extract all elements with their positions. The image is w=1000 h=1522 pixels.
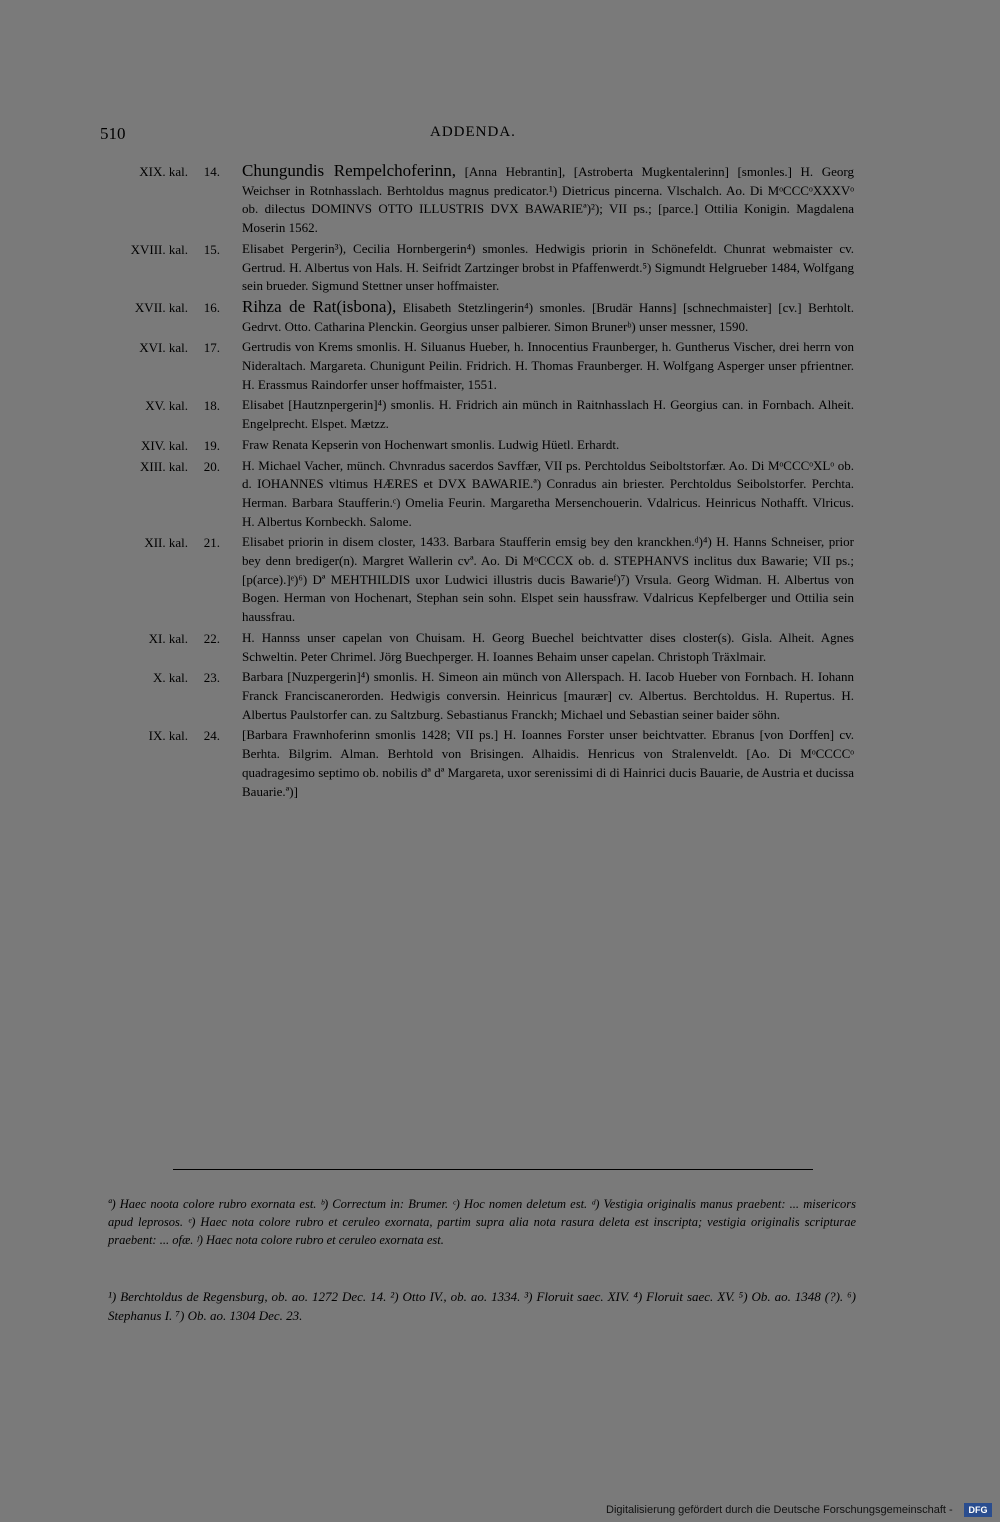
dfg-logo: DFG	[964, 1503, 992, 1517]
entry	[96, 436, 860, 455]
entry-text	[242, 629, 854, 666]
entry-lead: Chungundis Rempelchoferinn,	[242, 161, 457, 180]
kalends-label: XIV. kal.	[140, 437, 188, 453]
entry-text	[242, 436, 854, 455]
kalends-label: XV. kal.	[145, 398, 188, 414]
entry-body: H. Michael Vacher, münch. Chvnradus sacerdos Savffær, VII ps. Perchtoldus Seiboltstorfær. Ao. Di MᵒCCCᵒXLᵒ ob. d. IOHANNES vltimus HÆRES et DVX BAWARIE.ª) Conradus ain briester. Perchtoldus Seibolstorfer. Perchta. Herman. Barbara Staufferin.ᶜ) Omelia Feurin. Margaretha Mersenchouerin. Vdalricus. Heinricus Nothafft. Vlricus. H. Albertus Kornbeckh. Salome.	[242, 457, 854, 529]
day-number: 14.	[203, 164, 220, 179]
kalends-label: XIII. kal.	[139, 458, 188, 474]
page-number: 510	[100, 124, 126, 143]
day-number: 23.	[203, 670, 220, 686]
kalends-label: XVIII. kal.	[130, 241, 188, 257]
entry-text	[242, 240, 854, 296]
running-head: ADDENDA.	[430, 124, 516, 140]
entry-body: Gertrudis von Krems smonlis. H. Siluanus Hueber, h. Innocentius Fraunberger, h. Guntherus Vischer, drei herrn von Nideraltach. Margareta. Chunigunt Peilin. Fridrich. H. Thomas Fraunberger. H. Wolfgang Asperger unser pfrientner. H. Erassmus Raindorfer unser hoffmaister, 1551.	[242, 339, 854, 392]
entry-text	[242, 162, 854, 238]
entry	[96, 726, 860, 801]
footnote-divider	[173, 1169, 813, 1170]
entry-text	[242, 668, 854, 724]
entry-body: H. Hannss unser capelan von Chuisam. H. Georg Buechel beichtvatter dises closter(s). Gisla. Alheit. Agnes Schweltin. Peter Chrimel. Jörg Buechperger. H. Ioannes Behaim unser capelan. Christoph Träxlmair.	[242, 629, 854, 664]
entry-body: Fraw Renata Kepserin von Hochenwart smonlis. Ludwig Hüetl. Erhardt.	[242, 436, 620, 452]
entry-text	[242, 533, 854, 627]
day-number: 22.	[203, 630, 220, 646]
entry-text	[242, 457, 854, 532]
entry	[96, 338, 860, 394]
kalends-label: XII. kal.	[144, 535, 188, 551]
day-number: 21.	[203, 535, 220, 551]
entry-lead: Rihza de Rat(isbona),	[242, 296, 397, 316]
entry	[96, 298, 860, 336]
entry-text	[242, 338, 854, 394]
kalends-label: XVII. kal.	[134, 299, 188, 315]
day-number: 20.	[203, 458, 220, 474]
day-number: 24.	[203, 728, 220, 744]
day-number: 19.	[203, 437, 220, 453]
kalends-label: IX. kal.	[148, 728, 188, 744]
entry-body: [Barbara Frawnhoferinn smonlis 1428; VII ps.] H. Ioannes Forster unser beichtvatter. Ebranus [von Dorffen] cv. Berhta. Bilgrim. Alman. Berhtold von Brisingen. Alhaidis. Henricus von Stralenveldt. [Ao. Di MᵒCCCCᵒ quadragesimo septimo ob. nobilis dª dª Margareta, uxor serenissimi di di Hainrici ducis Bauarie, de Austria et ducissa Bauarie.ª)]	[242, 727, 854, 799]
entry-body: Elisabet [Hautznpergerin]⁴) smonlis. H. Fridrich ain münch in Raitnhasslach H. Georgius can. in Fornbach. Alheit. Engelprecht. Elspet. Mætzz.	[242, 397, 854, 432]
footnotes-numeric: ¹) Berchtoldus de Regensburg, ob. ao. 1272 Dec. 14. ²) Otto IV., ob. ao. 1334. ³) Floruit saec. XIV. ⁴) Floruit saec. XV. ⁵) Ob. ao. 1348 (?). ⁶) Stephanus I. ⁷) Ob. ao. 1304 Dec. 23.	[108, 1289, 856, 1323]
funding-credit: Digitalisierung gefördert durch die Deutsche Forschungsgemeinschaft -	[606, 1504, 953, 1516]
entry-text	[242, 726, 854, 801]
entry	[96, 533, 860, 627]
footnotes-alpha: ª) Haec noota colore rubro exornata est. ᵇ) Correctum in: Brumer. ᶜ) Hoc nomen deletum est. ᵈ) Vestigia originalis manus praebent: ... misericors apud leprosos. ᵉ) Haec nota colore rubro et ceruleo exornata, partim supra alia nota rasura deleta est inscripta; vestigia originalis scripturae praebent: ... ofæ. ᶠ) Haec nota colore rubro et ceruleo exornata est.	[108, 1197, 856, 1247]
entry	[96, 396, 860, 433]
entry-body: Elisabet priorin in disem closter, 1433. Barbara Staufferin emsig bey den kranckhen.ᵈ)⁴) H. Hanns Schneiser, prior bey denn brediger(n). Margret Wallerin cvª. Ao. Di MᵒCCCX ob. d. STEPHANVS inclitus dux Bawarie; VII ps.; [p(arce).]ᵉ)⁶) Dª MEHTHILDIS uxor Ludwici illustris ducis Bawarieᶠ)⁷) Vrsula. Georg Widman. H. Albertus von Bogen. Herman von Hochenart, Stephan sein sohn. Elspet sein haussfraw. Vdalricus Kepfelberger und Ottilia sein haussfrau.	[242, 534, 854, 625]
entry-body: Barbara [Nuzpergerin]⁴) smonlis. H. Simeon ain münch von Allerspach. H. Iacob Hueber von Fornbach. H. Iohann Franck Franciscanerorden. Hedwigis conversin. Heinricus [maurær] cv. Albertus. Berchtoldus. H. Rupertus. H. Albertus Paulstorfer can. zu Saltzburg. Sebastianus Franckh; Michael und Sebastian seiner baider söhn.	[242, 669, 854, 722]
day-number: 16.	[203, 299, 220, 315]
entry-body: [Anna Hebrantin], [Astroberta Mugkentalerinn] [smonles.] H. Georg Weichser in Rotnhasslach. Berhtoldus magnus predicator.¹) Dietricus pincerna. Vlschalch. Ao. Di MᵒCCCᵒXXXVᵒ ob. dilectus DOMINVS OTTO ILLUSTRIS DVX BAWARIEª)²); VII ps.; [parce.] Ottilia Konigin. Magdalena Moserin 1562.	[242, 164, 854, 236]
kalends-label: X. kal.	[152, 670, 188, 686]
kalends-label: XI. kal.	[148, 630, 188, 646]
kalends-label: XVI. kal.	[139, 340, 188, 356]
entry	[96, 457, 860, 532]
kalends-label: XIX. kal.	[139, 164, 188, 179]
entry	[96, 668, 860, 724]
entry-text	[242, 298, 854, 336]
entry	[96, 629, 860, 666]
entry	[96, 162, 860, 238]
page-header	[100, 124, 860, 148]
entry-body: Elisabet Pergerin³), Cecilia Hornbergerin⁴) smonles. Hedwigis priorin in Schönefeldt. Chunrat webmaister cv. Gertrud. H. Albertus von Hals. H. Seifridt Zartzinger brobst in Pfaffenwerdt.⁵) Sigmundt Helgrueber 1484, Wolfgang sein brueder. Sigmund Stettner unser hoffmaister.	[242, 240, 854, 294]
day-number: 18.	[203, 398, 220, 414]
calendar-entries	[96, 162, 860, 803]
day-number: 15.	[203, 241, 220, 257]
entry-body: Elisabeth Stetzlingerin⁴) smonles. [Brudär Hanns] [schnechmaister] [cv.] Berhtolt. Gedrvt. Otto. Catharina Plenckin. Georgius unser palbierer. Simon Brunerᵇ) unser messner, 1590.	[242, 299, 855, 334]
entry	[96, 240, 860, 296]
day-number: 17.	[203, 340, 220, 356]
entry-text	[242, 396, 854, 433]
